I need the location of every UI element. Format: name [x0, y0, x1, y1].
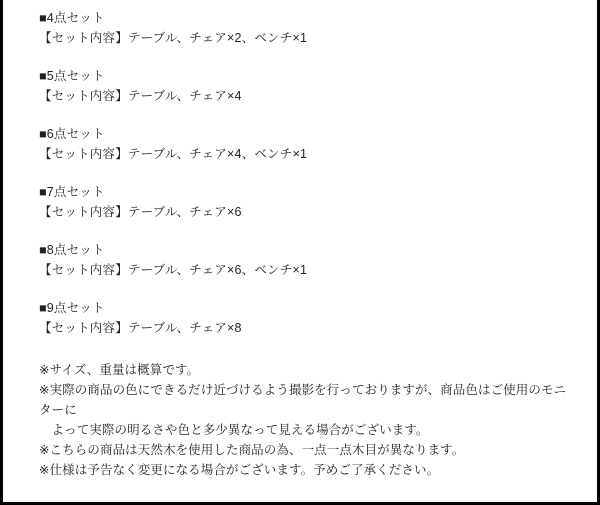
note-line: よって実際の明るさや色と多少異なって見える場合がございます。 [51, 423, 429, 437]
set-item [39, 124, 573, 164]
set-item [39, 8, 573, 48]
set-item [39, 240, 573, 280]
content-area [39, 8, 573, 480]
set-description: 【セット内容】テーブル、チェア×4 [39, 89, 242, 103]
set-description: 【セット内容】テーブル、チェア×2、ベンチ×1 [39, 31, 308, 45]
set-title: ■7点セット [39, 185, 105, 199]
set-item [39, 66, 573, 106]
set-description: 【セット内容】テーブル、チェア×4、ベンチ×1 [39, 147, 308, 161]
set-title: ■5点セット [39, 69, 105, 83]
note-line: ※こちらの商品は天然木を使用した商品の為、一点一点木目が異なります。 [39, 443, 465, 457]
set-description: 【セット内容】テーブル、チェア×6 [39, 205, 242, 219]
set-title: ■8点セット [39, 243, 105, 257]
set-title: ■9点セット [39, 301, 105, 315]
set-item [39, 298, 573, 338]
note-line: ※仕様は予告なく変更になる場合がございます。予めご了承ください。 [39, 463, 440, 477]
notes-section [39, 360, 573, 480]
set-item [39, 182, 573, 222]
set-title: ■4点セット [39, 11, 105, 25]
note-line: ※サイズ、重量は概算です。 [39, 363, 200, 377]
set-description: 【セット内容】テーブル、チェア×6、ベンチ×1 [39, 263, 308, 277]
set-description: 【セット内容】テーブル、チェア×8 [39, 321, 242, 335]
set-title: ■6点セット [39, 127, 105, 141]
note-line: ※実際の商品の色にできるだけ近づけるよう撮影を行っておりますが、商品色はご使用のモニターに [39, 383, 567, 417]
